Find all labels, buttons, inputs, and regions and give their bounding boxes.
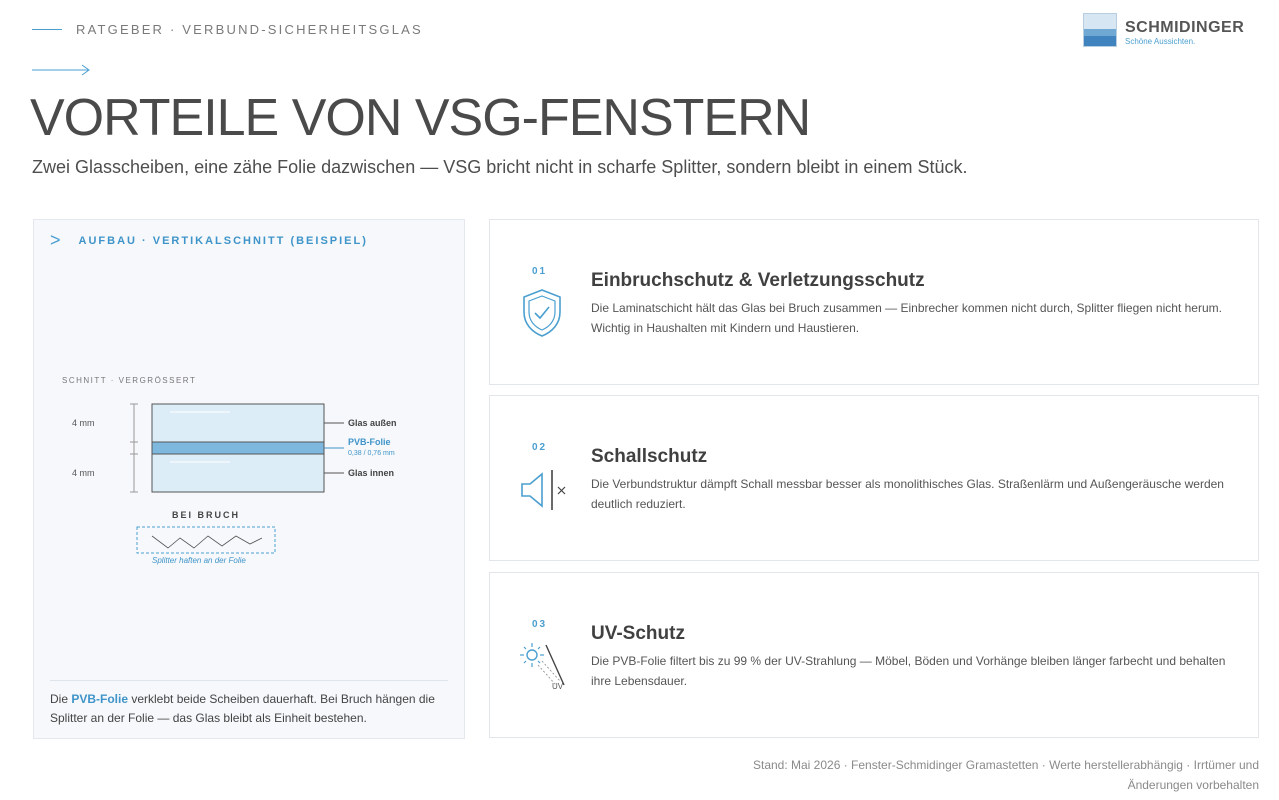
- glass-section-diagram: [62, 398, 442, 498]
- card-number: 03: [532, 619, 548, 630]
- panel-divider: [50, 680, 448, 681]
- structure-panel: [33, 219, 465, 739]
- panel-heading: [50, 230, 368, 251]
- page-title: VORTEILE VON VSG-FENSTERN: [30, 89, 811, 147]
- benefit-card-sound: [489, 395, 1259, 561]
- glass-outer-label: Glas außen: [348, 418, 397, 428]
- speaker-muted-icon: [518, 462, 574, 516]
- card-title: Schallschutz: [591, 446, 708, 467]
- logo-name: SCHMIDINGER: [1125, 19, 1245, 36]
- dim-bottom-label: 4 mm: [72, 468, 95, 478]
- cut-label: SCHNITT · VERGRÖSSERT: [62, 376, 197, 385]
- glass-outer-layer: [152, 404, 324, 442]
- kicker: [32, 22, 423, 37]
- benefit-card-uv: [489, 572, 1259, 738]
- card-title: Einbruchschutz & Verletzungsschutz: [591, 270, 925, 291]
- break-label: BEI BRUCH: [172, 510, 241, 520]
- pvb-foil-thickness: 0,38 / 0,76 mm: [348, 450, 395, 457]
- page-subtitle: Zwei Glasscheiben, eine zähe Folie dazwischen — VSG bricht nicht in scharfe Splitter, sondern bleibt in einem Stück.: [32, 157, 968, 177]
- card-text: Die PVB-Folie filtert bis zu 99 % der UV-Strahlung — Möbel, Böden und Vorhänge bleiben länger farbecht und behalten ihre Lebensdauer.: [591, 654, 1226, 688]
- kicker-line: [32, 29, 62, 30]
- arrow-right-icon: [32, 64, 92, 76]
- pvb-highlight: PVB-Folie: [71, 692, 129, 706]
- logo-tagline: Schöne Aussichten.: [1125, 37, 1196, 46]
- card-text: Die Laminatschicht hält das Glas bei Bruch zusammen — Einbrecher kommen nicht durch, Splitter fliegen nicht herum. Wichtig in Haushalten mit Kindern und Haustieren.: [591, 301, 1222, 335]
- dim-top-label: 4 mm: [72, 418, 95, 428]
- kicker-text: RATGEBER · VERBUND-SICHERHEITSGLAS: [76, 22, 423, 37]
- sun-uv-icon: [518, 639, 574, 693]
- panel-description: Die PVB-Folie verklebt beide Scheiben dauerhaft. Bei Bruch hängen die Splitter an der Folie — das Glas bleibt als Einheit bestehen.: [50, 692, 435, 725]
- pvb-foil-layer: [152, 442, 324, 454]
- card-number: 02: [532, 442, 548, 453]
- card-number: 01: [532, 266, 548, 277]
- logo-mark-icon: [1083, 13, 1117, 47]
- broken-glass-icon: [136, 526, 276, 556]
- footer-note: Stand: Mai 2026 · Fenster-Schmidinger Gramastetten · Werte herstellerabhängig · Irrtümer und Änderungen vorbehalten: [752, 758, 1259, 792]
- benefit-card-burglary: [489, 219, 1259, 385]
- shield-check-icon: [518, 286, 566, 340]
- break-note: Splitter haften an der Folie: [152, 556, 246, 565]
- panel-heading-text: AUFBAU · VERTIKALSCHNITT (BEISPIEL): [78, 234, 368, 247]
- glass-inner-layer: [152, 454, 324, 492]
- pvb-foil-label: PVB-Folie: [348, 437, 391, 447]
- card-text: Die Verbundstruktur dämpft Schall messbar besser als monolithisches Glas. Straßenlärm und Außengeräusche werden deutlich reduziert.: [591, 477, 1224, 511]
- uv-icon-text: UV: [552, 682, 564, 691]
- card-title: UV-Schutz: [591, 623, 685, 644]
- logo: [1083, 13, 1244, 47]
- chevron-right-icon: >: [50, 230, 61, 250]
- glass-inner-label: Glas innen: [348, 468, 395, 478]
